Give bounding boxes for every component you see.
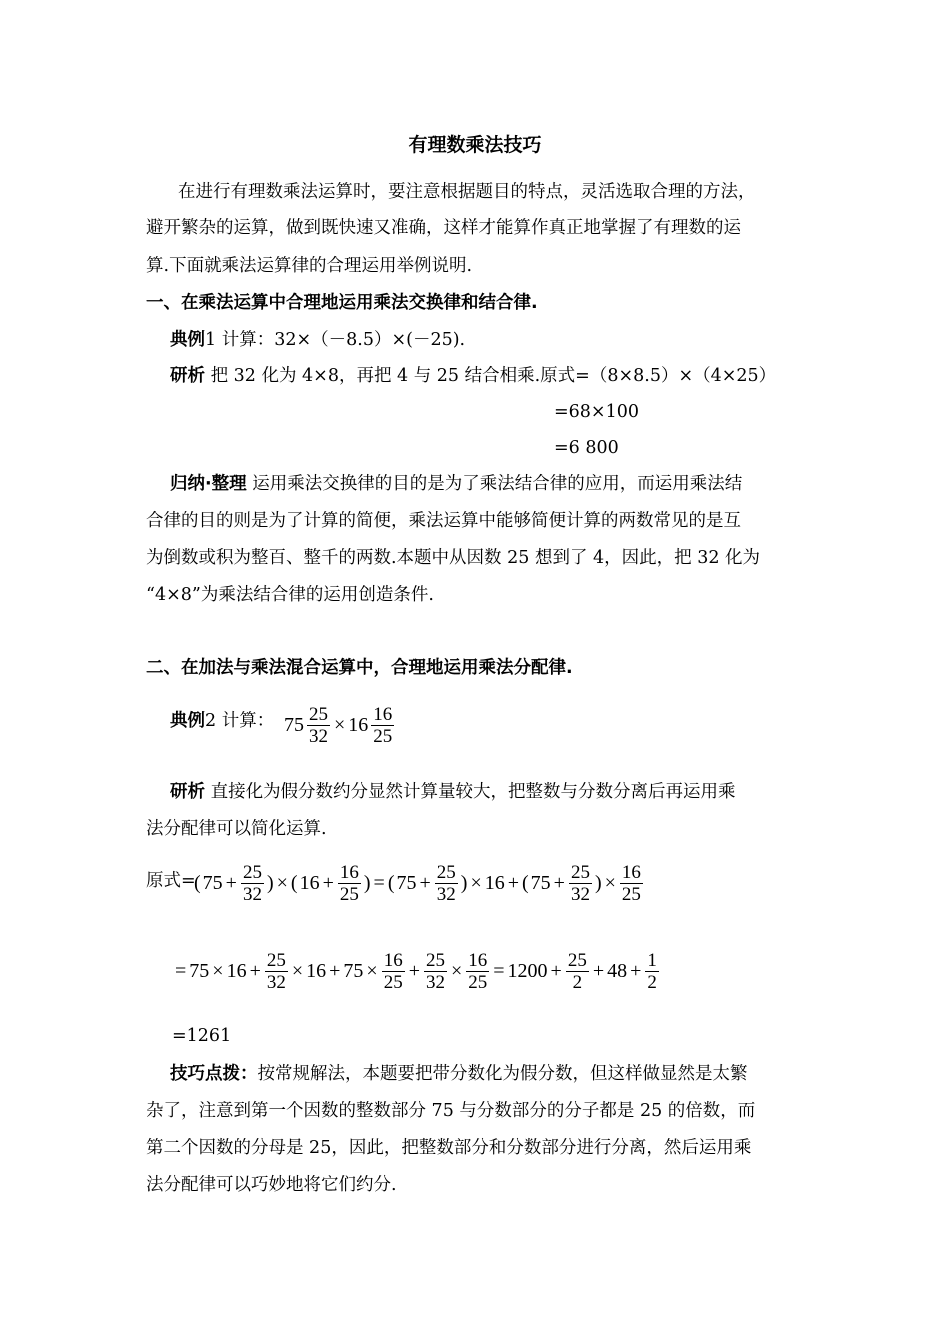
fraction: $\frac{16}{25}$ [339, 862, 359, 905]
final-result: =1261 [172, 1026, 232, 1046]
fraction: $\frac{16}{25}$ [621, 862, 641, 905]
section2-heading: 二、在加法与乘法混合运算中，合理地运用乘法分配律. [146, 658, 573, 678]
fraction: $\frac{16}{25}$ [373, 704, 393, 747]
fraction: $\frac{25}{32}$ [309, 704, 328, 747]
intro-line-1: 在进行有理数乘法运算时，要注意根据题目的特点，灵活选取合理的方法， [178, 182, 756, 202]
analysis2-label: 研析 [170, 782, 205, 802]
original-label: 原式= [146, 871, 196, 891]
tip-line-2: 杂了，注意到第一个因数的整数部分 75 与分数部分的分子都是 25 的倍数，而 [146, 1101, 756, 1121]
analysis1 [170, 368, 776, 386]
summary1-line-1 [170, 476, 742, 494]
analysis1-step2: =68×100 [554, 402, 639, 422]
section1-heading: 一、在乘法运算中合理地运用乘法交换律和结合律. [146, 293, 538, 313]
page-title: 有理数乘法技巧 [408, 134, 542, 156]
whole-number: 75 [284, 714, 304, 736]
summary1-line-4: “4×8”为乘法结合律的运用创造条件. [146, 585, 434, 605]
example1-label: 典例 [170, 330, 205, 350]
fraction: $\frac{16}{25}$ [468, 950, 488, 993]
times-sign: × [334, 714, 346, 736]
analysis2-line-1 [170, 784, 736, 802]
tip-label: 技巧点拨： [170, 1064, 258, 1084]
equation-line-2: = 75 × 16 + $\frac{25}{32}$ × 16 + 75 × $\frac{16}{25}$ + $\frac{25}{32}$ × $\frac{16}{25}$ = 1200 + $\frac{25}{2}$ + 48 + $\frac{1}{2}$ [175, 950, 657, 993]
summary1-line-3: 为倒数或积为整百、整千的两数.本题中从因数 25 想到了 4，因此，把 32 化为 [146, 548, 761, 568]
analysis1-text: 把 32 化为 4×8，再把 4 与 25 结合相乘.原式=（8×8.5）×（4×25） [205, 366, 777, 386]
example1 [170, 332, 465, 350]
fraction: $\frac{25}{32}$ [436, 862, 456, 905]
equation-line-1: ( 75 + $\frac{25}{32}$ ) × ( 16 + $\frac{16}{25}$ ) = ( 75 + $\frac{25}{32}$ ) × 16 + ( 75 + $\frac{25}{32}$ ) × $\frac{16}{25}$ [194, 862, 641, 905]
fraction: $\frac{25}{32}$ [570, 862, 590, 905]
tip-text-1: 按常规解法，本题要把带分数化为假分数，但这样做显然是太繁 [257, 1064, 748, 1084]
example1-text: 1 计算：32×（－8.5）×(－25). [205, 330, 466, 350]
analysis2-text-1: 直接化为假分数约分显然计算量较大，把整数与分数分离后再运用乘 [205, 782, 736, 802]
analysis2-line-2: 法分配律可以简化运算. [146, 819, 327, 839]
fraction: $\frac{25}{32}$ [425, 950, 445, 993]
intro-line-3: 算.下面就乘法运算律的合理运用举例说明. [146, 256, 473, 276]
fraction: $\frac{1}{2}$ [647, 950, 657, 993]
example2-label: 典例 [170, 711, 205, 731]
fraction: $\frac{25}{32}$ [242, 862, 262, 905]
summary1-text-1: 运用乘法交换律的目的是为了乘法结合律的应用，而运用乘法结 [246, 474, 743, 494]
fraction: $\frac{25}{32}$ [266, 950, 286, 993]
example2-expression [284, 704, 395, 747]
tip-line-1 [170, 1066, 748, 1084]
tip-line-4: 法分配律可以巧妙地将它们约分. [146, 1175, 397, 1195]
whole-number: 16 [348, 714, 369, 736]
example2 [170, 713, 274, 731]
fraction: $\frac{16}{25}$ [383, 950, 403, 993]
analysis1-label: 研析 [170, 366, 205, 386]
tip-line-3: 第二个因数的分母是 25，因此，把整数部分和分数部分进行分离，然后运用乘 [146, 1138, 752, 1158]
intro-line-2: 避开繁杂的运算，做到既快速又准确，这样才能算作真正地掌握了有理数的运 [146, 218, 741, 238]
summary1-label: 归纳·整理 [170, 474, 247, 494]
analysis1-step3: =6 800 [554, 438, 619, 458]
example2-text: 2 计算： [205, 711, 275, 731]
summary1-line-2: 合律的目的则是为了计算的简便，乘法运算中能够简便计算的两数常见的是互 [146, 511, 741, 531]
fraction: $\frac{25}{2}$ [567, 950, 587, 993]
